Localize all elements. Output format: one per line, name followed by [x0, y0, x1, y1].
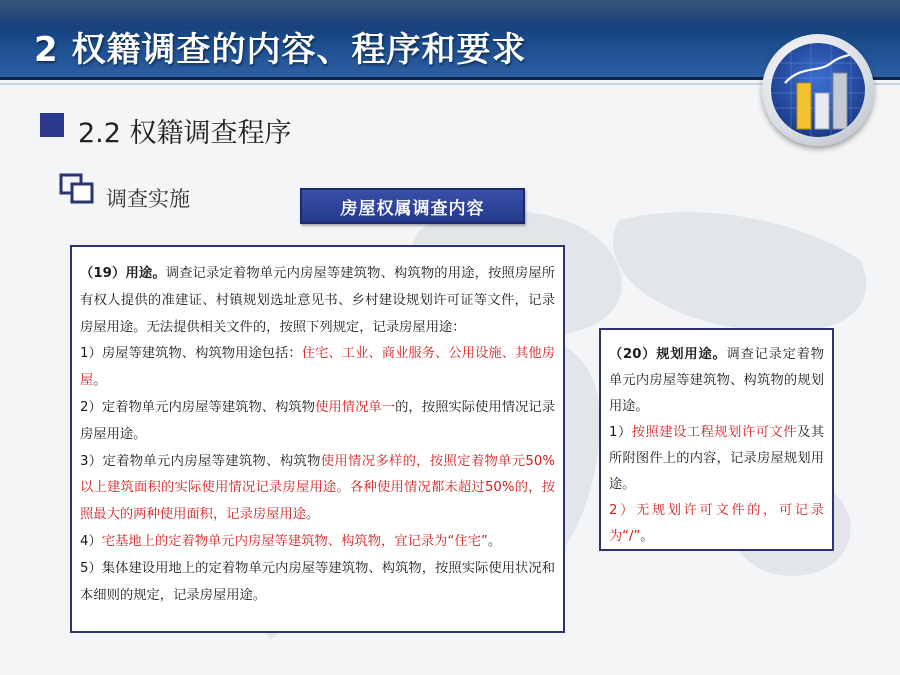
paragraph-20 — [609, 342, 824, 420]
page-title: 2 权籍调查的内容、程序和要求 — [34, 30, 527, 70]
plan-item1-text: 1） — [609, 425, 632, 440]
plan-item1-highlight: 按照建设工程规划许可文件 — [631, 425, 798, 440]
plan-item2-highlight: 2）无规划许可文件的，可记录为“/” — [609, 503, 824, 544]
item3-highlight: 使用情况多样的，按照定着物单元50%以上建筑面积的实际使用情况记录房屋用途。各种使用情况都未超过50%的，按照最大的两种使用面积，记录房屋用途 — [80, 453, 555, 523]
item2-end: 的，按照实际使用情况记录房屋用途。 — [80, 399, 555, 442]
emblem-inner — [771, 43, 865, 137]
bar-chart-globe-icon — [762, 34, 874, 146]
section-title: 2.2 权籍调查程序 — [78, 118, 292, 149]
plan-item2-end: 。 — [640, 529, 654, 544]
item4-highlight: 宅基地上的定着物单元内房屋等建筑物、构筑物，宜记录为“住宅” — [101, 533, 488, 549]
plan-item1-end: 及其所附图件上的内容，记录房屋规划用途。 — [609, 425, 825, 492]
p19-heading: （19）用途。 — [80, 266, 166, 281]
content-label-box: 房屋权属调查内容 — [300, 188, 525, 224]
usage-item-2 — [80, 395, 555, 449]
planning-item-2 — [609, 498, 824, 550]
item3-end: 。 — [306, 507, 320, 523]
item1-text: 1）房屋等建筑物、构筑物用途包括： — [80, 346, 302, 362]
bar-chart-graphic — [771, 43, 865, 137]
planning-usage-box — [599, 328, 834, 551]
p20-heading: （20）规划用途。 — [609, 347, 727, 362]
item2-text: 2）定着物单元内房屋等建筑物、构筑物 — [80, 399, 316, 415]
overlapping-squares-icon — [58, 172, 96, 206]
section-bullet-square — [40, 113, 64, 137]
item2-highlight: 使用情况单一 — [315, 399, 396, 415]
paragraph-19 — [80, 261, 555, 341]
item4-text: 4） — [80, 533, 102, 549]
header-banner — [0, 0, 900, 80]
item4-end: 。 — [487, 533, 502, 549]
planning-item-1 — [609, 420, 824, 498]
item1-end: 。 — [93, 373, 107, 389]
usage-content-box — [70, 245, 565, 633]
usage-item-4 — [80, 529, 555, 556]
p20-body: 调查记录定着物单元内房屋等建筑物、构筑物的规划用途。 — [609, 347, 824, 414]
usage-item-1 — [80, 341, 555, 395]
p19-body: 调查记录定着物单元内房屋等建筑物、构筑物的用途，按照房屋所有权人提供的准建证、村镇规划选址意见书、乡村建设规划许可证等文件，记录房屋用途。无法提供相关文件的，按照下列规定，记录房屋用途： — [80, 266, 555, 335]
subsection-title: 调查实施 — [106, 187, 190, 211]
item3-text: 3）定着物单元内房屋等建筑物、构筑物 — [80, 453, 321, 469]
usage-item-5: 5）集体建设用地上的定着物单元内房屋等建筑物、构筑物，按照实际使用状况和本细则的规定，记录房屋用途。 — [80, 560, 555, 603]
usage-item-3 — [80, 449, 555, 529]
item1-highlight: 住宅、工业、商业服务、公用设施、其他房屋 — [80, 346, 555, 389]
